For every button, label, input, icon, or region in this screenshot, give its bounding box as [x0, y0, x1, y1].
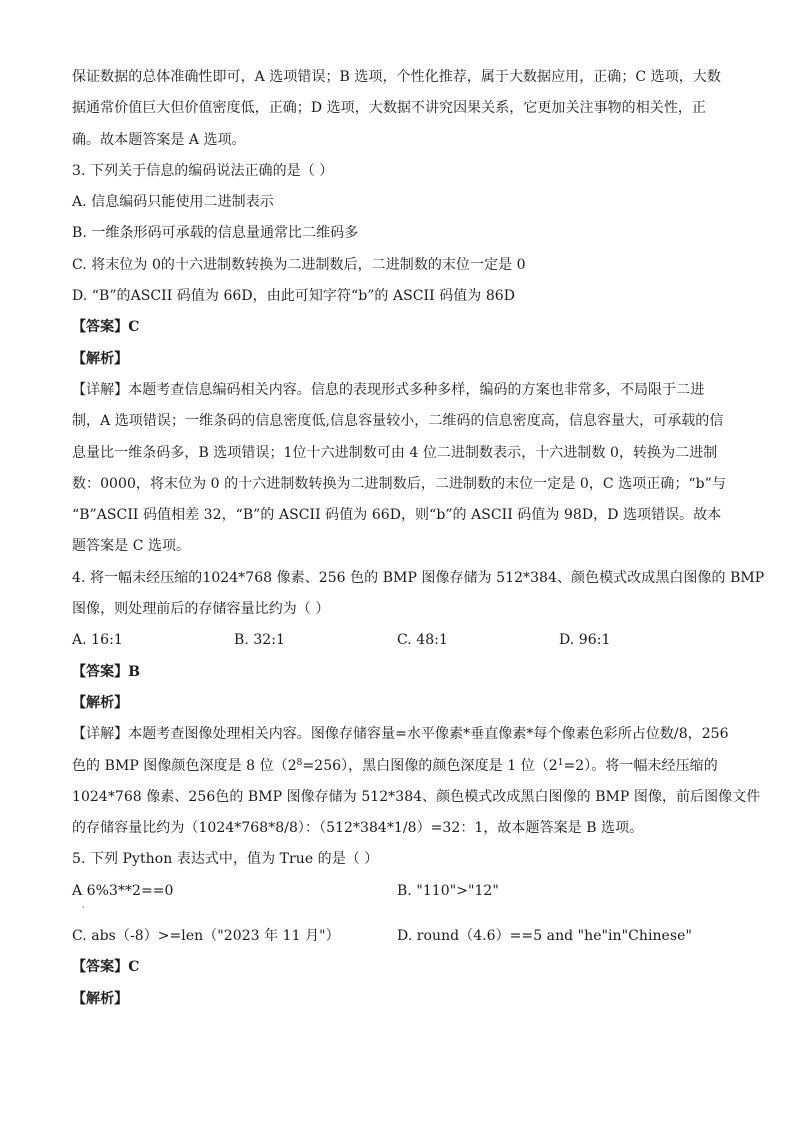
options-row [72, 876, 726, 912]
question-5 [72, 844, 726, 1014]
question-3 [72, 156, 726, 563]
detail-line: 数：0000，将末位为 0 的十六进制数转换为二进制数后，二进制数的末位一定是 0，C 选项正确；“b”与 [72, 475, 726, 492]
detail-text: =256），黑白图像的颜色深度是 1 位（2 [302, 757, 558, 774]
option-b: B. "110">"12" [397, 882, 499, 899]
option-c: C. abs（-8）>=len（"2023 年 11 月"） [72, 928, 340, 945]
question-stem: 3. 下列关于信息的编码说法正确的是（ ） [72, 162, 334, 179]
option-b: B. 32:1 [234, 632, 285, 649]
detail-line [72, 751, 726, 782]
option-d: D. 96:1 [559, 632, 611, 649]
options-row [72, 625, 726, 656]
option-a: A. 信息编码只能使用二进制表示 [72, 194, 274, 211]
option-d: D. round（4.6）==5 and "he"in"Chinese" [397, 928, 692, 945]
detail-line: 【详解】本题考查信息编码相关内容。信息的表现形式多种多样，编码的方案也非常多，不局限于二进 [72, 381, 705, 398]
question-stem: 4. 将一幅未经压缩的1024*768 像素、256 色的 BMP 图像存储为 512*384、颜色模式改成黑白图像的 BMP [72, 569, 765, 586]
question-stem: 图像，则处理前后的存储容量比约为（ ） [72, 601, 330, 618]
detail-line: 息量比一维条码多，B 选项错误；1位十六进制数可由 4 位二进制数表示，十六进制数 0，转换为二进制 [72, 444, 718, 461]
detail-text: 色的 BMP 图像颜色深度是 8 位（2 [72, 757, 297, 774]
option-a: A. 16:1 [72, 632, 123, 649]
detail-line: 1024*768 像素、256色的 BMP 图像存储为 512*384、颜色模式改成黑白图像的 BMP 图像，前后图像文件 [72, 788, 761, 805]
stray-dot: · [82, 902, 85, 912]
superscript: 1 [557, 757, 564, 768]
paragraph-line: 保证数据的总体准确性即可，A 选项错误；B 选项，个性化推荐，属于大数据应用，正确；C 选项，大数 [72, 69, 721, 85]
option-a: A 6%3**2==0 [72, 882, 174, 899]
detail-line: “B”ASCII 码值相差 32，“B”的 ASCII 码值为 66D，则“b”的 ASCII 码值为 98D，D 选项错误。故本 [72, 507, 722, 524]
document-page [72, 62, 765, 1015]
analysis-label: 【解析】 [72, 350, 129, 367]
option-c: C. 将末位为 0的十六进制数转换为二进制数后，二进制数的末位一定是 0 [72, 256, 526, 273]
question-stem: 5. 下列 Python 表达式中，值为 True 的是（ ） [72, 851, 379, 868]
analysis-label: 【解析】 [72, 990, 129, 1007]
detail-line: 制，A 选项错误；一维条码的信息密度低,信息容量较小，二维码的信息密度高，信息容量大，可承载的信 [72, 413, 724, 430]
analysis-label: 【解析】 [72, 694, 129, 711]
paragraph-line: 确。故本题答案是 A 选项。 [72, 131, 246, 148]
q2-analysis-tail [72, 62, 726, 156]
answer-label: 【答案】B [72, 663, 141, 680]
option-c: C. 48:1 [397, 632, 448, 649]
superscript: 8 [296, 757, 303, 768]
option-d: D. “B”的ASCII 码值为 66D，由此可知字符“b”的 ASCII 码值为 86D [72, 288, 516, 305]
options-row [72, 921, 726, 952]
detail-line: 题答案是 C 选项。 [72, 538, 191, 555]
answer-label: 【答案】C [72, 319, 140, 336]
detail-line: 【详解】本题考查图像处理相关内容。图像存储容量=水平像素*垂直像素*每个像素色彩所占位数/8，256 [72, 726, 729, 743]
question-4 [72, 563, 765, 845]
detail-line: 的存储容量比约为（1024*768*8/8）：（512*384*1/8）=32：1，故本题答案是 B 选项。 [72, 820, 644, 837]
option-b: B. 一维条形码可承载的信息量通常比二维码多 [72, 225, 359, 242]
detail-text: =2）。将一幅未经压缩的 [563, 757, 718, 774]
paragraph-line: 据通常价值巨大但价值密度低，正确；D 选项，大数据不讲究因果关系，它更加关注事物的相关性，正 [72, 100, 706, 117]
answer-label: 【答案】C [72, 959, 140, 976]
